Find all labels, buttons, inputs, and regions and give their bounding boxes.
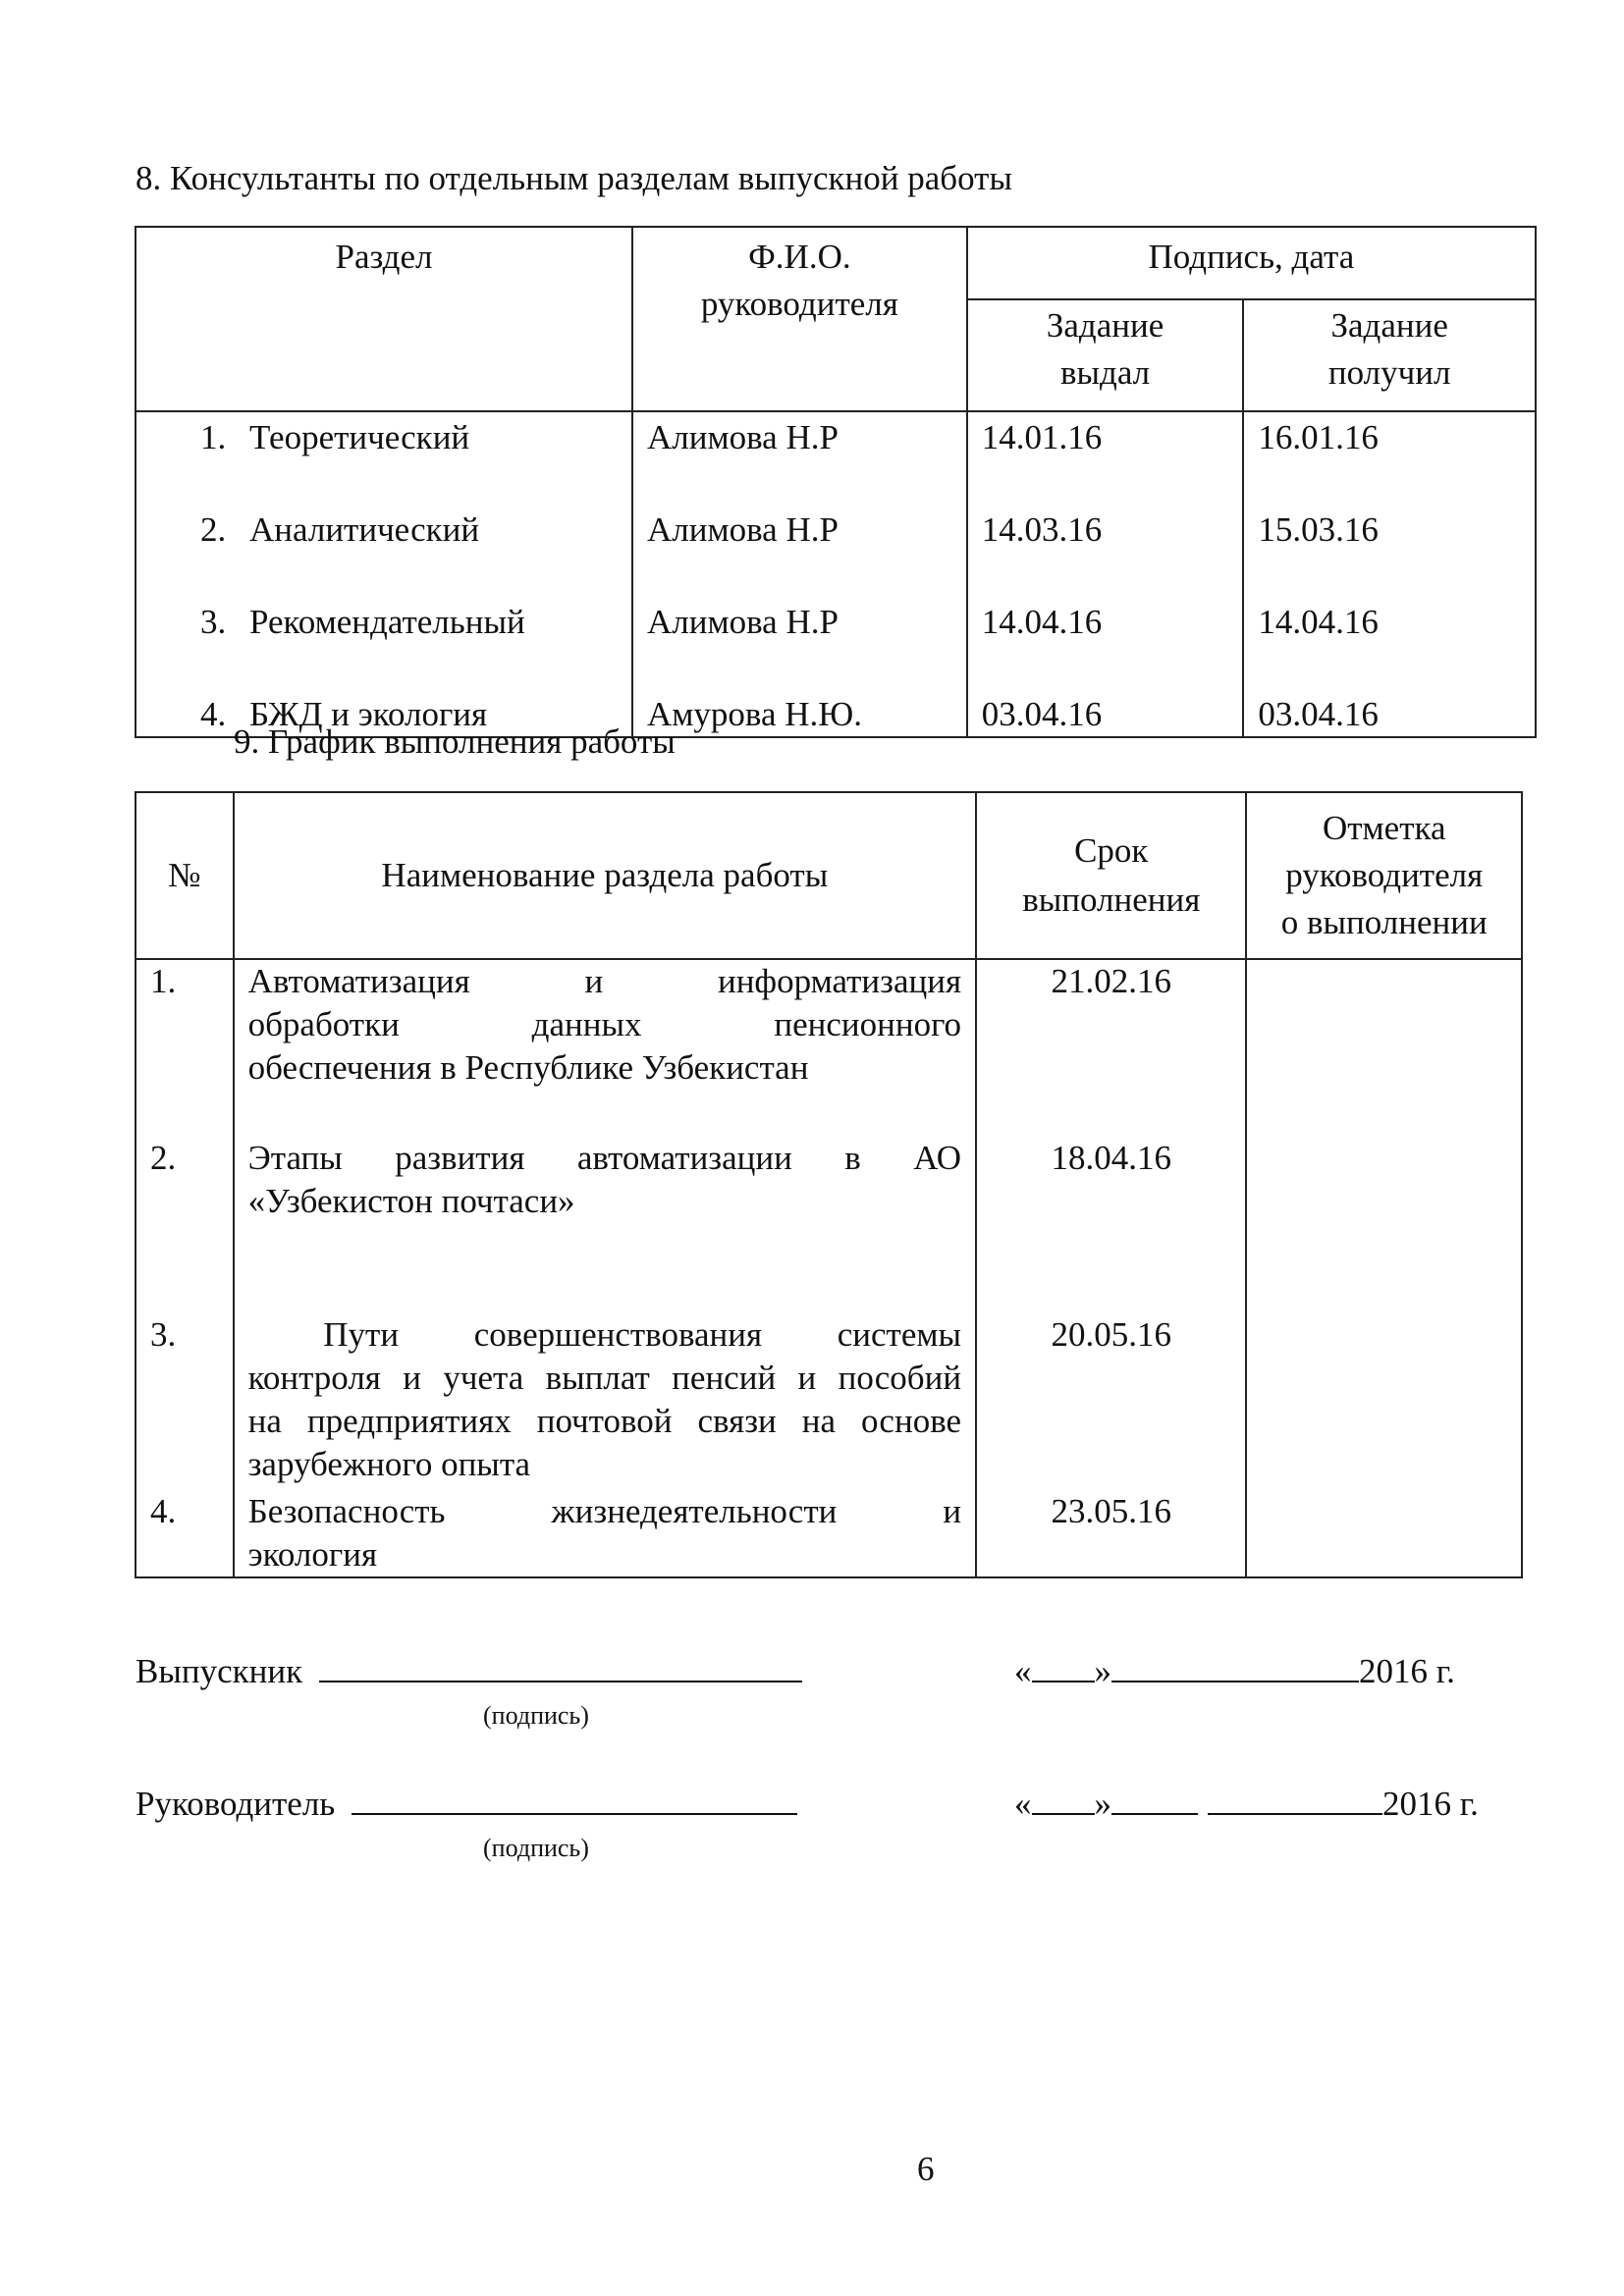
section9-title: 9. График выполнения работы [234, 722, 676, 761]
graduate-label: Выпускник [135, 1652, 303, 1690]
list-item: Этапы развития автоматизации в АО «Узбекистон почтаси» [247, 1139, 962, 1220]
list-item: 1. Теоретический [200, 418, 470, 456]
graduate-signature-line [135, 1649, 802, 1693]
graduate-signature-blank [319, 1649, 802, 1682]
list-item: Автоматизация и информатизация обработки данных пенсионного обеспечения в Республике Узбекистан [247, 962, 962, 1087]
list-item: Пути совершенствования системы контроля и учета выплат пенсий и пособий на предприятиях почтовой связи на основе зарубежного опыта [247, 1315, 962, 1483]
header-section: Раздел [135, 227, 632, 411]
header-fio: Ф.И.О. руководителя [632, 227, 967, 411]
header-name: Наименование раздела работы [234, 792, 976, 959]
issued-dates-cell: 14.01.16 14.03.16 14.04.16 03.04.16 [967, 411, 1244, 737]
supervisor-label: Руководитель [135, 1785, 336, 1823]
header-received: Задание получил [1243, 299, 1536, 411]
month-blank [1111, 1782, 1198, 1815]
header-deadline: Срок выполнения [976, 792, 1246, 959]
month-blank [1208, 1782, 1382, 1815]
list-item: 2. Аналитический [200, 510, 480, 549]
list-item: 4. БЖД и экология [200, 695, 488, 733]
supervisor-signature-blank [352, 1782, 797, 1815]
supervisor-date-line: « » 2016 г. [1014, 1782, 1479, 1826]
list-item: Безопасность жизнедеятельности и экология [247, 1492, 962, 1574]
schedule-nums-cell: 1. 2. 3. 4. [135, 959, 234, 1577]
supervisor-signature-caption: (подпись) [483, 1834, 589, 1862]
list-item: 3. Рекомендательный [200, 603, 525, 641]
graduate-signature-caption: (подпись) [483, 1701, 589, 1730]
schedule-deadlines-cell: 21.02.16 18.04.16 20.05.16 23.05.16 [976, 959, 1246, 1577]
header-issued: Задание выдал [967, 299, 1244, 411]
schedule-marks-cell [1246, 959, 1522, 1577]
schedule-table [135, 791, 1523, 1578]
supervisor-signature-line [135, 1782, 797, 1826]
month-blank [1111, 1649, 1359, 1682]
consultants-table [135, 226, 1537, 738]
header-mark: Отметка руководителя о выполнении [1246, 792, 1522, 959]
day-blank [1032, 1649, 1095, 1682]
page-number: 6 [917, 2150, 935, 2188]
schedule-names-cell [234, 959, 976, 1577]
section8-title: 8. Консультанты по отдельным разделам выпускной работы [135, 159, 1012, 197]
received-dates-cell: 16.01.16 15.03.16 14.04.16 03.04.16 [1243, 411, 1536, 737]
consultant-sections-cell [135, 411, 632, 737]
consultant-names-cell: Алимова Н.Р Алимова Н.Р Алимова Н.Р Амурова Н.Ю. [632, 411, 967, 737]
header-num: № [135, 792, 234, 959]
day-blank [1032, 1782, 1095, 1815]
header-signature-date: Подпись, дата [967, 227, 1536, 299]
graduate-date-line: « » 2016 г. [1014, 1649, 1455, 1693]
